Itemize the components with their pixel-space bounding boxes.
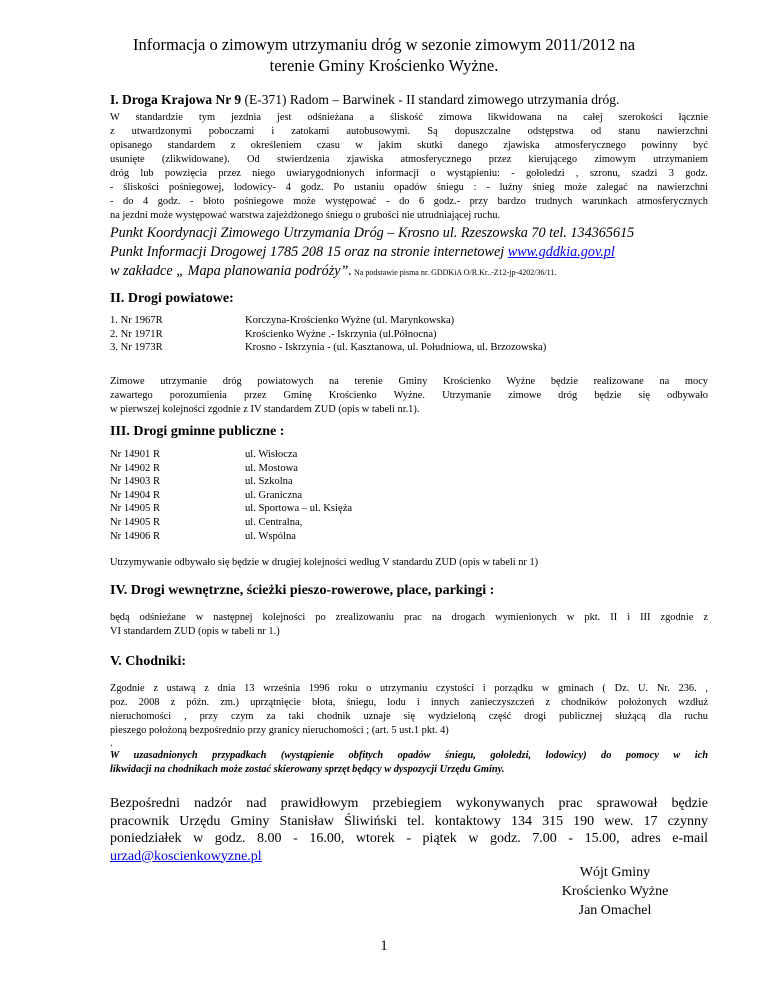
- road-name: ul. Szkolna: [245, 476, 293, 488]
- signature-block: [540, 863, 690, 920]
- road-number: 2. Nr 1971R: [110, 328, 163, 340]
- road-name: ul. Wisłocza: [245, 449, 298, 460]
- road-name: Krosno - Iskrzynia - (ul. Kasztanowa, ul. Południowa, ul. Brzozowska): [245, 342, 547, 354]
- section-1-line: na jezdni może występować warstwa zajeżdżonego śniegu o grubości nie utrudniającej ruchu.: [110, 210, 501, 221]
- road-name: Korczyna-Krościenko Wyżne (ul. Marynkowska): [245, 315, 455, 326]
- section-2-line: w pierwszej kolejności zgodnie z IV standardem ZUD (opis w tabeli nr.1).: [110, 404, 420, 415]
- page-number: 1: [380, 938, 388, 954]
- list-item: [110, 462, 352, 476]
- section-3-heading: III. Drogi gminne publiczne :: [110, 424, 285, 439]
- road-number: 1. Nr 1967R: [110, 315, 163, 326]
- email-link[interactable]: urzad@koscienkowyzne.pl: [110, 848, 262, 864]
- section-1-line: z utwardzonymi poboczami i zatokami autobusowymi. Są dopuszczalne odstępstwa od stanu nawierzchni: [110, 126, 708, 137]
- contact-line-2: [110, 244, 615, 261]
- road-number: Nr 14904 R: [110, 489, 161, 501]
- section-3-body: Utrzymywanie odbywało się będzie w drugiej kolejności według V standardu ZUD (opis w tabeli nr 1): [110, 557, 539, 568]
- section-1-heading: [110, 92, 710, 108]
- road-number: 3. Nr 1973R: [110, 342, 163, 354]
- road-name: ul. Wspólna: [245, 530, 297, 542]
- section-5-line: Zgodnie z ustawą z dnia 13 września 1996 roku o utrzymaniu czystości i porządku w gminach ( Dz. U. Nr. 236. ,: [110, 683, 708, 694]
- list-item: [110, 516, 352, 530]
- contact-line-1: Punkt Koordynacji Zimowego Utrzymania Dróg – Krosno ul. Rzeszowska 70 tel. 134365615: [110, 225, 635, 241]
- section-2-line: zawartego porozumienia przez Gminę Krościenko Wyżne. Utrzymanie zimowe dróg będzie się odbywało: [110, 390, 708, 401]
- county-roads-list: [110, 314, 546, 355]
- contact-line-3-text: w zakładce „ Mapa planowania podróży”.: [110, 263, 352, 279]
- section-5-line: poz. 2008 z późn. zm.) uprzątnięcie błota, śniegu, lodu i innych zanieczyszczeń z chodników położonych wzdłuż: [110, 697, 708, 708]
- list-item: [110, 314, 546, 328]
- gddkia-link[interactable]: www.gddkia.gov.pl: [507, 244, 615, 260]
- road-number: Nr 14905 R: [110, 503, 161, 515]
- road-name: Krościenko Wyżne .- Iskrzynia (ul.Północna): [245, 328, 437, 340]
- section-1-line: W standardzie tym jezdnia jest odśnieżana a śliskość zimowa likwidowana na całej szerokości łącznie: [110, 112, 708, 123]
- supervision-paragraph: [110, 795, 708, 865]
- section-5-line: nieruchomości , przy czym za taki chodnik uznaje się wydzieloną część drogi publicznej służącą dla ruchu: [110, 711, 708, 722]
- section-5-dot: .: [110, 738, 113, 749]
- list-item: [110, 328, 546, 342]
- section-5-emphasis: W uzasadnionych przypadkach (wystąpienie obfitych opadów śniegu, gołoledzi, lodowicy) do pomocy w ich: [110, 750, 708, 761]
- municipal-roads-list: [110, 448, 352, 543]
- road-number: Nr 14905 R: [110, 516, 161, 528]
- section-5-line: pieszego położoną bezpośrednio przy granicy nieruchomości ; (art. 5 ust.1 pkt. 4): [110, 725, 449, 736]
- signature-line-2: Krościenko Wyżne: [561, 884, 669, 899]
- section-1-line: dróg lub powzięcia przez niego uwiarygodnionych informacji o wystąpieniu: - gołoledzi , szronu, szadzi 3 godz.: [110, 168, 708, 179]
- section-4-line: VI standardem ZUD (opis w tabeli nr 1.): [110, 626, 280, 637]
- document-title: [60, 34, 708, 76]
- road-number: Nr 14903 R: [110, 476, 161, 488]
- list-item: [110, 475, 352, 489]
- section-2-line: Zimowe utrzymanie dróg powiatowych na terenie Gminy Krościenko Wyżne będzie realizowane na mocy: [110, 376, 708, 387]
- section-1-line: opisanego standardem z określeniem czasu w jakim skutki danego zjawiska atmosferycznego powinny być: [110, 140, 708, 151]
- title-line-1: Informacja o zimowym utrzymaniu dróg w sezonie zimowym 2011/2012 na: [132, 35, 636, 54]
- road-name: ul. Mostowa: [245, 462, 298, 474]
- list-item: [110, 489, 352, 503]
- section-5-emphasis: likwidacji na chodnikach może zostać skierowany sprzęt będący w dyspozycji Urzędu Gminy.: [110, 764, 505, 775]
- section-1-heading-bold: I. Droga Krajowa Nr 9: [110, 92, 242, 107]
- road-number: Nr 14906 R: [110, 530, 161, 542]
- contact-line-2-text: Punkt Informacji Drogowej 1785 208 15 oraz na stronie internetowej: [110, 244, 508, 260]
- contact-line-3: [110, 263, 556, 280]
- section-4-heading: IV. Drogi wewnętrzne, ścieżki pieszo-rowerowe, place, parkingi :: [110, 583, 495, 598]
- section-1-heading-rest: (E-371) Radom – Barwinek - II standard zimowego utrzymania dróg.: [241, 92, 620, 107]
- section-5-body: [110, 682, 708, 777]
- contact-note: Na podstawie pisma nr. GDDKiA O/R.Kr..-Z12-jp-4202/36/11.: [351, 268, 557, 277]
- road-number: Nr 14902 R: [110, 462, 161, 474]
- section-4-body: [110, 611, 708, 639]
- section-1-body: [110, 111, 708, 223]
- section-4-line: będą odśnieżane w następnej kolejności po zrealizowaniu prac na drogach wymienionych w pkt. II i III zgodnie z: [110, 612, 708, 623]
- section-1-line: usunięte (zlikwidowane). Od stwierdzenia zjawiska atmosferycznego przez kierującego zimowym utrzymaniem: [110, 154, 708, 165]
- signature-line-1: Wójt Gminy: [579, 865, 651, 880]
- road-name: ul. Graniczna: [245, 489, 303, 501]
- road-name: ul. Sportowa – ul. Księża: [245, 503, 353, 515]
- section-2-heading: II. Drogi powiatowe:: [110, 291, 234, 306]
- section-2-body: [110, 375, 708, 417]
- list-item: [110, 502, 352, 516]
- title-line-2: terenie Gminy Krościenko Wyżne.: [269, 56, 499, 75]
- supervision-line: poniedziałek w godz. 8.00 - 16.00, wtorek - piątek w godz. 7.00 - 15.00, adres e-mail: [110, 831, 708, 846]
- list-item: [110, 530, 352, 544]
- supervision-line: pracownik Urzędu Gminy Stanisław Śliwiński tel. kontaktowy 134 315 190 wew. 17 czynny: [110, 813, 708, 829]
- supervision-line: Bezpośredni nadzór nad prawidłowym przebiegiem wykonywanych prac sprawował będzie: [110, 796, 708, 811]
- section-5-heading: V. Chodniki:: [110, 654, 187, 669]
- list-item: [110, 448, 352, 462]
- road-name: ul. Centralna,: [245, 516, 303, 528]
- list-item: [110, 341, 546, 355]
- signature-line-3: Jan Omachel: [578, 903, 652, 918]
- section-1-line: - do 4 godz. - błoto pośniegowe może występować - do 6 godz.- przy bardzo trudnych warunkach atmosferycznych: [110, 196, 708, 207]
- section-1-line: - śliskości pośniegowej, lodowicy- 4 godz. Po ustaniu opadów śniegu : - luźny śnieg może zalegać na nawierzchni: [110, 182, 708, 193]
- road-number: Nr 14901 R: [110, 449, 161, 460]
